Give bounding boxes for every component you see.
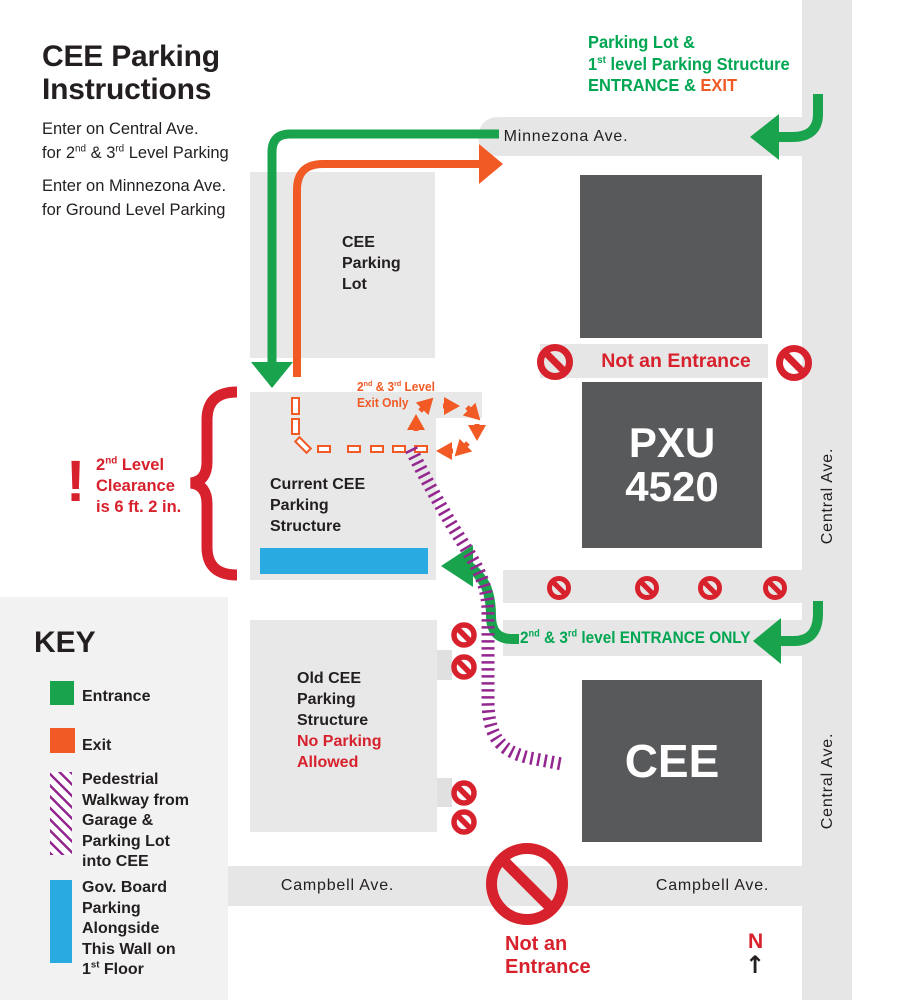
campbell-label-right: Campbell Ave. xyxy=(655,877,770,894)
instruction-central: Enter on Central Ave. for 2nd & 3rd Level Parking xyxy=(42,120,229,162)
not-entrance-campbell-label: Not an Entrance xyxy=(505,933,591,978)
exit-only-label: 2nd & 3rd Level Exit Only xyxy=(357,378,435,410)
central-ave-label-upper: Central Ave. xyxy=(819,447,836,545)
north-label: N xyxy=(748,930,764,953)
green-arrowhead-garage-door xyxy=(441,545,473,587)
top-right-legend: Parking Lot & 1st level Parking Structure ENTRANCE & EXIT xyxy=(588,32,790,95)
pxu-south-road xyxy=(503,570,852,603)
central-ave-label-lower: Central Ave. xyxy=(819,732,836,830)
key-title: KEY xyxy=(34,626,96,659)
entrance-swatch-icon xyxy=(50,681,74,705)
pxu-label-line1: PXU xyxy=(628,419,716,466)
key-board-label: Gov. Board Parking Alongside This Wall on 1st Floor xyxy=(82,879,176,978)
green-arrowhead-ground-entrance xyxy=(251,362,293,388)
key-walkway-label: Pedestrial Walkway from Garage & Parking Lot into CEE xyxy=(82,771,189,870)
minnezona-label: Minnezona Ave. xyxy=(503,128,629,145)
campbell-label-left: Campbell Ave. xyxy=(280,877,395,894)
cee-parking-lot-label: CEE Parking Lot xyxy=(342,234,401,293)
legend-entrance: ENTRANCE xyxy=(588,75,680,95)
walkway-swatch-icon xyxy=(50,772,72,855)
clearance-exclamation: ! xyxy=(66,449,86,514)
legend-line1: Parking Lot & xyxy=(588,32,695,52)
exit-swatch-icon xyxy=(50,728,75,753)
instructions-text xyxy=(42,117,229,231)
cee-building xyxy=(582,680,762,842)
old-structure-label: Old CEE Parking Structure xyxy=(297,670,369,729)
current-structure-ramp xyxy=(436,392,482,418)
entrance-only-label: 2nd & 3rd level ENTRANCE ONLY xyxy=(520,628,751,647)
board-parking-swatch-icon xyxy=(50,880,72,963)
north-arrow-icon: ↑ xyxy=(745,951,766,979)
legend-exit: EXIT xyxy=(700,75,738,95)
key-entrance-label: Entrance xyxy=(82,688,151,705)
north-building xyxy=(580,175,762,338)
clearance-label: 2nd Level Clearance is 6 ft. 2 in. xyxy=(96,455,182,516)
page-title-line1: CEE Parking xyxy=(42,40,220,73)
pxu-4520-building xyxy=(582,382,762,548)
page-title xyxy=(42,40,220,106)
cee-label: CEE xyxy=(624,735,720,787)
current-structure-label: Current CEE Parking Structure xyxy=(270,476,366,535)
page-title-line2: Instructions xyxy=(42,73,212,106)
clearance-brace xyxy=(191,392,237,575)
not-entrance-label: Not an Entrance xyxy=(601,350,751,372)
key-exit-label: Exit xyxy=(82,737,112,754)
pxu-label-line2: 4520 xyxy=(625,463,719,510)
gov-board-wall xyxy=(260,548,428,574)
no-parking-label: No Parking Allowed xyxy=(297,733,382,771)
instruction-minnezona: Enter on Minnezona Ave. for Ground Level Parking xyxy=(42,177,227,219)
